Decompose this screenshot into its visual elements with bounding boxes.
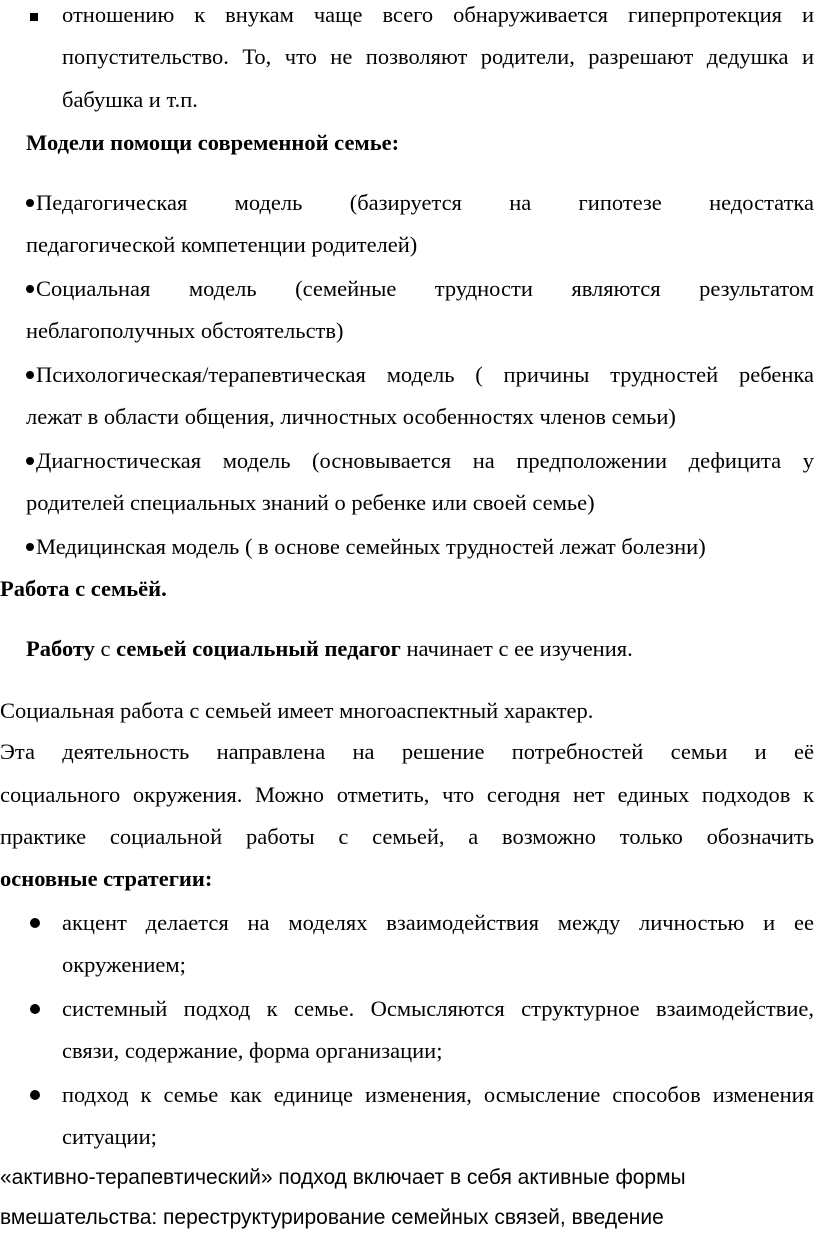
list-item: Педагогическая модель (базируется на гипотезе недостатка xyxy=(26,188,814,218)
bullet-icon xyxy=(26,285,34,293)
paragraph-line: системный подход к семье. Осмысляются структурное взаимодействие, xyxy=(62,996,814,1021)
paragraph-line: родителей специальных знаний о ребенке или своей семье) xyxy=(26,490,595,515)
list-item: Социальная модель (семейные трудности являются результатом xyxy=(26,274,814,304)
section-heading: Модели помощи современной семье: xyxy=(26,130,400,155)
paragraph-line: связи, содержание, форма организации; xyxy=(62,1038,443,1063)
paragraph-line: педагогической компетенции родителей) xyxy=(26,232,418,257)
bullet-icon xyxy=(26,543,34,551)
paragraph-line: подход к семье как единице изменения, осмысление способов изменения xyxy=(62,1082,814,1107)
paragraph-line: Социальная работа с семьей имеет многоаспектный характер. xyxy=(0,698,594,723)
paragraph-line: вмешательства: переструктурирование семейных связей, введение xyxy=(0,1206,664,1229)
paragraph-line: неблагополучных обстоятельств) xyxy=(26,318,344,343)
bullet-icon xyxy=(30,1090,40,1100)
paragraph-line: бабушка и т.п. xyxy=(62,87,198,112)
paragraph-line: практике социальной работы с семьей, а возможно только обозначить xyxy=(0,824,814,849)
list-item: Медицинская модель ( в основе семейных трудностей лежат болезни) xyxy=(26,532,706,562)
paragraph-line: ситуации; xyxy=(62,1124,157,1149)
bullet-icon xyxy=(30,918,40,928)
paragraph-line: «активно-терапевтический» подход включает в себя активные формы xyxy=(0,1166,686,1189)
section-heading: Работа с семьёй. xyxy=(0,576,167,601)
paragraph-line: акцент делается на моделях взаимодействия между личностью и ее xyxy=(62,910,814,935)
paragraph-line: попустительство. То, что не позволяют родители, разрешают дедушка и xyxy=(62,44,814,69)
list-item xyxy=(0,908,816,984)
list-item xyxy=(0,994,816,1070)
bullet-icon xyxy=(26,199,34,207)
strategies-heading: основные стратегии: xyxy=(0,866,213,891)
square-bullet-icon xyxy=(30,13,38,21)
paragraph-line: социального окружения. Можно отметить, что сегодня нет единых подходов к xyxy=(0,782,814,807)
bullet-icon xyxy=(30,1004,40,1014)
paragraph-line: отношению к внукам чаще всего обнаруживается гиперпротекция и xyxy=(62,2,814,27)
bullet-icon xyxy=(26,457,34,465)
list-item: Диагностическая модель (основывается на предположении дефицита у xyxy=(26,446,814,476)
intro-paragraph: Работу с семьей социальный педагог начинает с ее изучения. xyxy=(26,636,633,661)
list-item xyxy=(0,0,816,110)
list-item: Психологическая/терапевтическая модель ( причины трудностей ребенка xyxy=(26,360,814,390)
bullet-icon xyxy=(26,371,34,379)
list-item xyxy=(0,1080,816,1156)
paragraph-line: лежат в области общения, личностных особенностях членов семьи) xyxy=(26,404,676,429)
paragraph-line: Эта деятельность направлена на решение потребностей семьи и её xyxy=(0,739,814,764)
paragraph-line: окружением; xyxy=(62,952,186,977)
